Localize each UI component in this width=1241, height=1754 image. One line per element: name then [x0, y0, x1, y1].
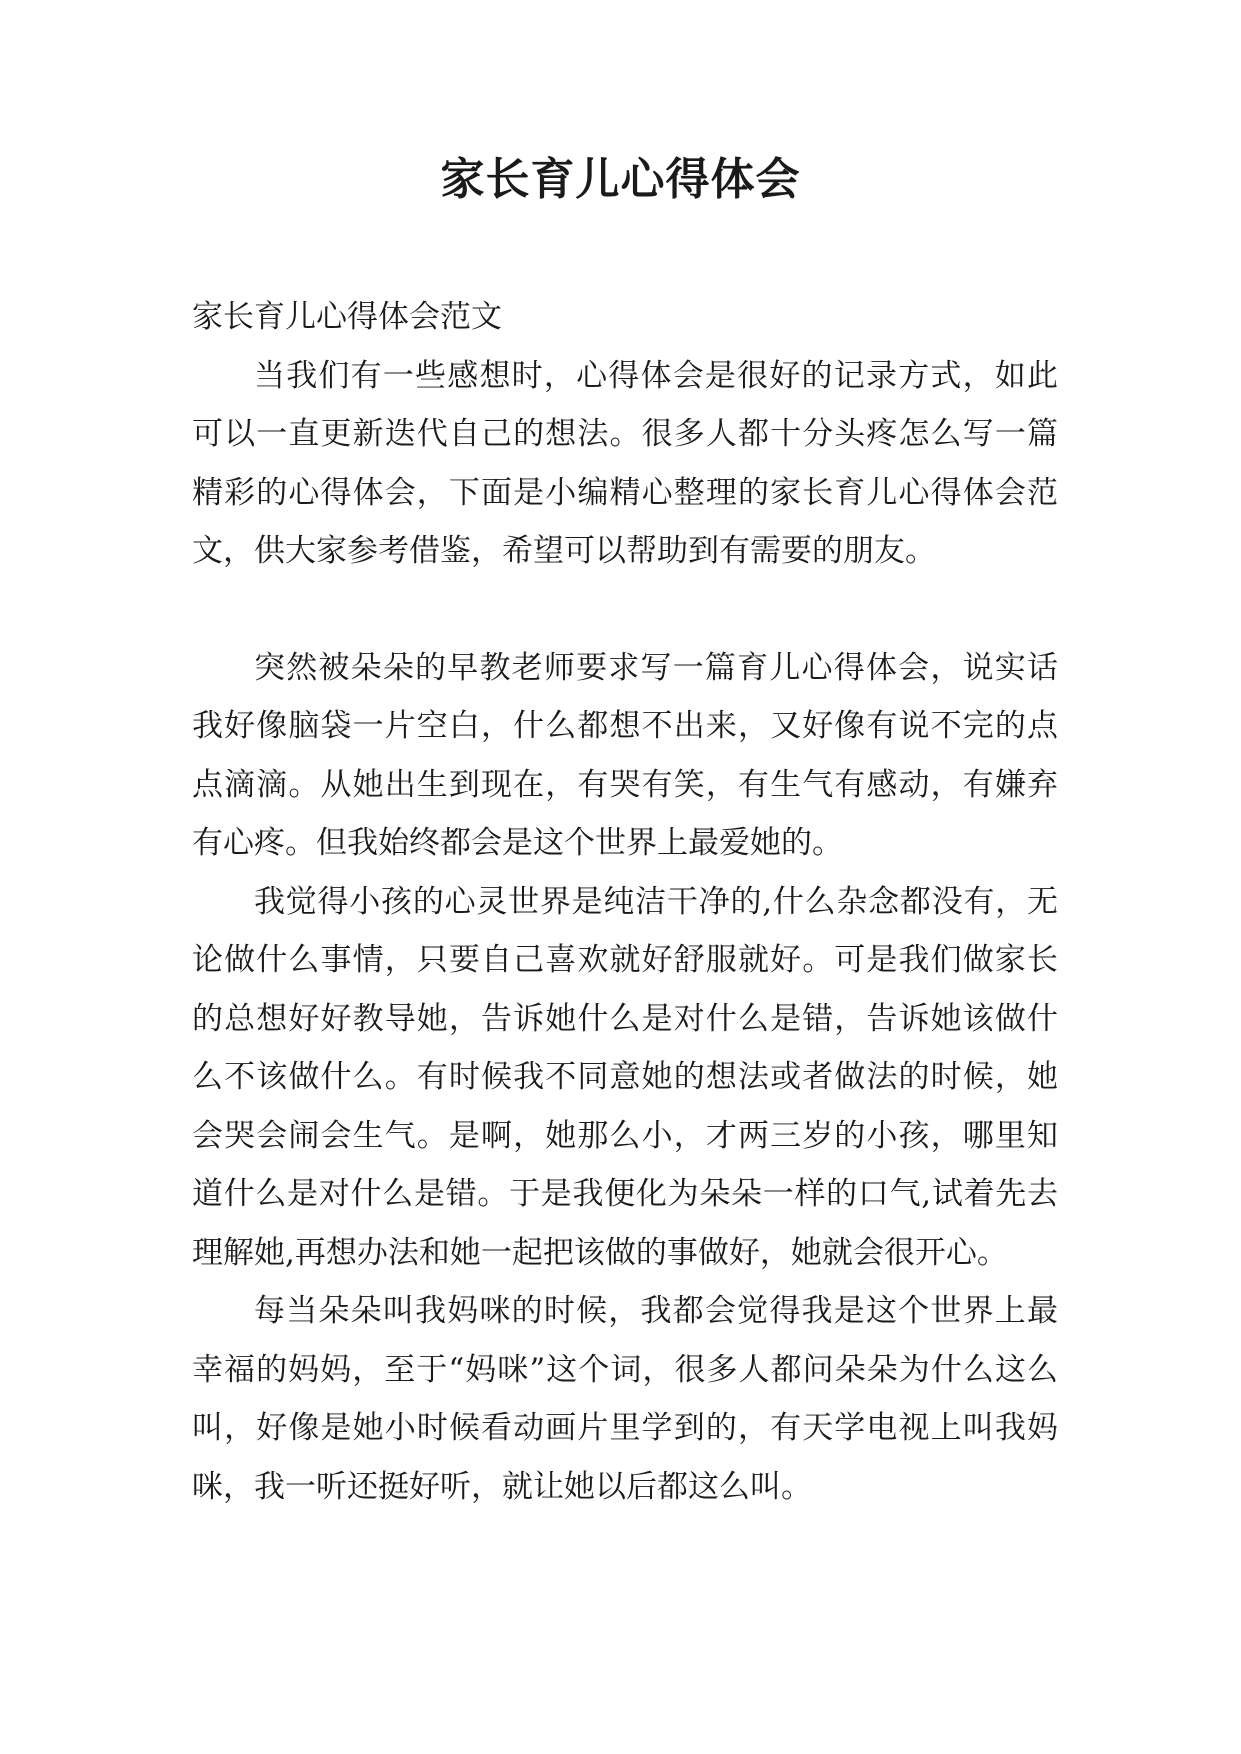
paragraph-group-intro [192, 347, 1058, 581]
document-title: 家长育儿心得体会 [440, 154, 801, 205]
document-body [192, 288, 1058, 1516]
paragraph-group-main [192, 639, 1058, 1517]
paragraph-intro: 当我们有一些感想时，心得体会是很好的记录方式，如此可以一直更新迭代自己的想法。很多人都十分头疼怎么写一篇精彩的心得体会，下面是小编精心整理的家长育儿心得体会范文，供大家参考借鉴，希望可以帮助到有需要的朋友。 [192, 357, 1058, 569]
paragraph-3: 每当朵朵叫我妈咪的时候，我都会觉得我是这个世界上最幸福的妈妈，至于“妈咪”这个词，很多人都问朵朵为什么这么叫，好像是她小时候看动画片里学到的，有天学电视上叫我妈咪，我一听还挺好听，就让她以后都这么叫。 [192, 1293, 1058, 1505]
document-subtitle: 家长育儿心得体会范文 [192, 299, 502, 335]
paragraph-2: 我觉得小孩的心灵世界是纯洁干净的,什么杂念都没有，无论做什么事情，只要自己喜欢就好舒服就好。可是我们做家长的总想好好教导她，告诉她什么是对什么是错，告诉她该做什么不该做什么。有时候我不同意她的想法或者做法的时候，她会哭会闹会生气。是啊，她那么小，才两三岁的小孩，哪里知道什么是对什么是错。于是我便化为朵朵一样的口气,试着先去理解她,再想办法和她一起把该做的事做好，她就会很开心。 [192, 883, 1058, 1271]
paragraph-spacer [192, 581, 1058, 639]
paragraph-1: 突然被朵朵的早教老师要求写一篇育儿心得体会，说实话我好像脑袋一片空白，什么都想不出来，又好像有说不完的点点滴滴。从她出生到现在，有哭有笑，有生气有感动，有嫌弃有心疼。但我始终都会是这个世界上最爱她的。 [192, 649, 1058, 861]
